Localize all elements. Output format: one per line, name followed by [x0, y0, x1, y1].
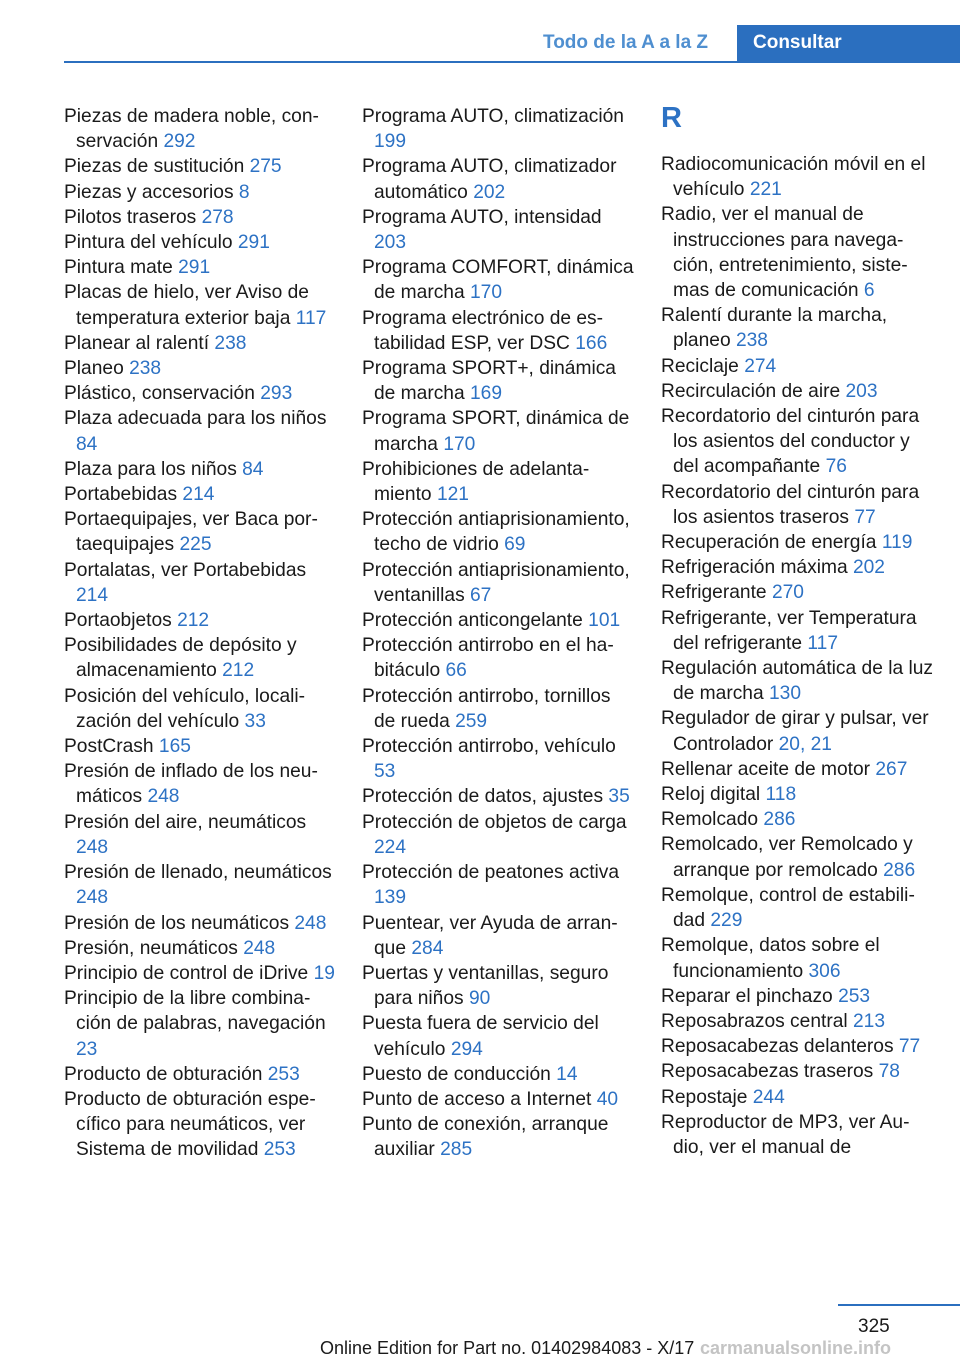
- entry-term: Pintura del vehículo: [64, 232, 233, 254]
- index-entry: [64, 205, 336, 230]
- entry-term: Placas de hielo, ver Aviso de temperatura exterior baja: [64, 282, 309, 329]
- page-link[interactable]: 270: [771, 582, 804, 604]
- index-entry: [362, 356, 634, 406]
- page-link[interactable]: 53: [374, 761, 396, 783]
- index-entry: [661, 807, 933, 832]
- entry-term: Plástico, conservación: [64, 383, 255, 405]
- entry-term: Protección antirrobo en el habitáculo: [362, 635, 614, 682]
- section-letter: R: [661, 102, 682, 134]
- index-entry: [661, 530, 933, 555]
- entry-term: Regulador de girar y pulsar, ver Controlador: [661, 708, 929, 755]
- entry-term: Reproductor de MP3, ver Audio, ver el manual de: [661, 1111, 910, 1158]
- index-entry: [362, 104, 634, 154]
- index-entry: [64, 860, 336, 910]
- page-link[interactable]: 33: [244, 710, 266, 732]
- entry-term: Portaequipajes, ver Baca portaequipajes: [64, 509, 318, 556]
- page-link[interactable]: 77: [898, 1036, 921, 1058]
- entry-term: Remolcado: [661, 809, 759, 831]
- page-link[interactable]: 66: [445, 660, 467, 682]
- index-entry: [362, 911, 634, 961]
- index-entry: [362, 255, 634, 305]
- index-entry: [362, 860, 634, 910]
- page-link[interactable]: 224: [374, 836, 407, 858]
- entry-term: Presión de los neumáticos: [64, 912, 290, 934]
- index-entry: [64, 255, 336, 280]
- index-entry: [661, 1009, 933, 1034]
- index-entry: [661, 984, 933, 1009]
- header-divider: [64, 61, 960, 63]
- page-link[interactable]: 286: [763, 809, 796, 831]
- page-link[interactable]: 225: [179, 534, 212, 556]
- page-link[interactable]: 238: [129, 358, 162, 380]
- index-entry: [64, 986, 336, 1062]
- page-link[interactable]: 248: [76, 887, 109, 909]
- entry-term: Presión, neumáticos: [64, 937, 238, 959]
- page-link[interactable]: 214: [182, 484, 215, 506]
- entry-term: Producto de obturación: [64, 1063, 263, 1085]
- entry-term: Radio, ver el manual de instrucciones para navegación, entretenimiento, sistemas de comunicación: [661, 204, 908, 302]
- index-entry: [362, 784, 634, 809]
- index-entry: [661, 1110, 933, 1160]
- page-link[interactable]: 121: [436, 484, 469, 506]
- page-link[interactable]: 84: [76, 433, 98, 455]
- entry-term: Plaza para los niños: [64, 458, 237, 480]
- index-entry: [362, 633, 634, 683]
- page-link[interactable]: 229: [710, 910, 743, 932]
- page-link[interactable]: 117: [807, 632, 838, 654]
- index-entry: [661, 202, 933, 303]
- index-entry: [64, 759, 336, 809]
- entry-term: Portaobjetos: [64, 610, 172, 632]
- page-link[interactable]: 244: [752, 1086, 785, 1108]
- page-link[interactable]: 117: [295, 307, 327, 329]
- entry-term: Plaza adecuada para los niños: [64, 408, 327, 430]
- page-link[interactable]: 248: [76, 836, 109, 858]
- entry-term: Reposacabezas traseros: [661, 1061, 874, 1083]
- index-entry: [64, 558, 336, 608]
- entry-term: Planear al ralentí: [64, 332, 210, 354]
- page-link[interactable]: 8: [238, 181, 250, 203]
- index-entry: [661, 883, 933, 933]
- page-link[interactable]: 203: [374, 232, 407, 254]
- index-entry: [64, 356, 336, 381]
- page-link[interactable]: 203: [845, 380, 878, 402]
- page-link[interactable]: 119: [881, 532, 913, 554]
- page-link[interactable]: 285: [440, 1139, 473, 1161]
- entry-term: Posibilidades de depósito y almacenamiento: [64, 635, 297, 682]
- page-link[interactable]: 170: [443, 433, 476, 455]
- index-entry: [661, 404, 933, 480]
- entry-term: Principio de control de iDrive: [64, 962, 309, 984]
- index-entry: [64, 1062, 336, 1087]
- page-link[interactable]: 238: [735, 330, 768, 352]
- index-entry: [661, 555, 933, 580]
- page-link[interactable]: 253: [838, 985, 871, 1007]
- index-entry: [64, 230, 336, 255]
- index-entry: [661, 782, 933, 807]
- entry-term: Regulación automática de la luz de marcha: [661, 658, 933, 705]
- entry-term: Punto de conexión, arranque auxiliar: [362, 1114, 609, 1161]
- index-entry: [661, 606, 933, 656]
- index-entry: [64, 961, 336, 986]
- index-entry: [64, 507, 336, 557]
- entry-term: Programa electrónico de estabilidad ESP, ver DSC: [362, 307, 604, 354]
- page-link[interactable]: 20, 21: [778, 733, 832, 755]
- watermark: carmanualsonline.info: [700, 1338, 892, 1358]
- entry-term: PostCrash: [64, 736, 154, 758]
- index-entry: [362, 961, 634, 1011]
- entry-term: Protección antiaprisionamiento, techo de vidrio: [362, 509, 630, 556]
- page-link[interactable]: 6: [863, 280, 875, 302]
- page-link[interactable]: 275: [249, 156, 282, 178]
- index-entry: [64, 381, 336, 406]
- page-link[interactable]: 118: [765, 784, 797, 806]
- entry-term: Puesta fuera de servicio del vehículo: [362, 1013, 599, 1060]
- section-tab[interactable]: Todo de la A a la Z: [543, 32, 709, 53]
- entry-term: Reparar el pinchazo: [661, 985, 833, 1007]
- entry-term: Programa SPORT+, dinámica de marcha: [362, 358, 616, 405]
- entry-term: Puertas y ventanillas, seguro para niños: [362, 962, 609, 1010]
- index-entry: [362, 1112, 634, 1162]
- page-link[interactable]: 77: [854, 506, 876, 528]
- index-entry: [362, 1011, 634, 1061]
- entry-term: Reloj digital: [661, 784, 761, 806]
- page-link[interactable]: 76: [825, 456, 847, 478]
- index-entry: [64, 633, 336, 683]
- entry-term: Programa AUTO, climatizador automático: [362, 156, 617, 203]
- entry-term: Refrigerante, ver Temperatura del refrigerante: [661, 607, 917, 654]
- index-entry: [661, 152, 933, 202]
- index-entry: [661, 480, 933, 530]
- page-link[interactable]: 23: [76, 1038, 98, 1060]
- entry-term: Recirculación de aire: [661, 380, 841, 402]
- entry-term: Refrigeración máxima: [661, 557, 848, 579]
- page-link[interactable]: 248: [243, 937, 276, 959]
- index-entry: [64, 331, 336, 356]
- entry-term: Refrigerante: [661, 582, 767, 604]
- index-entry: [661, 757, 933, 782]
- index-entry: [362, 406, 634, 456]
- index-entry: [64, 280, 336, 330]
- entry-term: Protección de peatones activa: [362, 862, 620, 884]
- page-link[interactable]: 306: [808, 960, 841, 982]
- page-link[interactable]: 291: [178, 257, 211, 279]
- entry-term: Protección anticongelante: [362, 610, 583, 632]
- index-entry: [64, 734, 336, 759]
- entry-term: Protección antirrobo, vehículo: [362, 736, 616, 758]
- index-column-3: [661, 104, 933, 1160]
- entry-term: Recordatorio del cinturón para los asientos del conductor y del acompañante: [661, 406, 920, 478]
- page-link[interactable]: 35: [608, 786, 630, 808]
- index-entry: [661, 656, 933, 706]
- index-entry: [661, 303, 933, 353]
- entry-term: Rellenar aceite de motor: [661, 758, 871, 780]
- index-entry: [362, 1062, 634, 1087]
- footer-divider: [838, 1304, 960, 1306]
- page-link[interactable]: 274: [744, 355, 777, 377]
- page-link[interactable]: 294: [450, 1038, 483, 1060]
- entry-term: Planeo: [64, 358, 124, 380]
- index-entry: [64, 104, 336, 154]
- index-entry: [661, 1034, 933, 1059]
- index-entry: [362, 306, 634, 356]
- index-column-1: [64, 104, 336, 1163]
- entry-term: Remolcado, ver Remolcado y arranque por remolcado: [661, 834, 913, 881]
- page-link[interactable]: 291: [237, 232, 270, 254]
- entry-term: Presión de inflado de los neumáticos: [64, 761, 318, 808]
- page-link[interactable]: 14: [556, 1063, 578, 1085]
- index-entry: [64, 608, 336, 633]
- index-entry: [661, 706, 933, 756]
- index-entry: [661, 580, 933, 605]
- index-entry: [661, 354, 933, 379]
- index-entry: [64, 180, 336, 205]
- index-entry: [661, 933, 933, 983]
- entry-term: Portalatas, ver Portabebidas: [64, 559, 307, 581]
- entry-term: Portabebidas: [64, 484, 178, 506]
- entry-term: Protección de datos, ajustes: [362, 786, 604, 808]
- entry-term: Radiocomunicación móvil en el vehículo: [661, 154, 926, 201]
- entry-term: Protección antirrobo, tornillos de rueda: [362, 685, 611, 732]
- page-link[interactable]: 90: [468, 988, 491, 1010]
- entry-term: Presión de llenado, neumáticos: [64, 862, 332, 884]
- active-tab[interactable]: Consultar: [737, 25, 960, 61]
- page-link[interactable]: 248: [147, 786, 180, 808]
- index-entry: [64, 482, 336, 507]
- page-link[interactable]: 221: [749, 179, 782, 201]
- page-link[interactable]: 293: [260, 383, 293, 405]
- index-entry: [362, 507, 634, 557]
- entry-term: Remolque, datos sobre el funcionamiento: [661, 935, 880, 982]
- page-header: [0, 25, 960, 61]
- page-link[interactable]: 214: [76, 584, 109, 606]
- entry-term: Programa SPORT, dinámica de marcha: [362, 408, 630, 455]
- entry-term: Presión del aire, neumáticos: [64, 811, 307, 833]
- page-link[interactable]: 213: [853, 1010, 886, 1032]
- page-link[interactable]: 170: [470, 282, 503, 304]
- page-link[interactable]: 202: [852, 557, 885, 579]
- page-link[interactable]: 202: [473, 181, 506, 203]
- entry-term: Piezas de sustitución: [64, 156, 245, 178]
- entry-term: Piezas y accesorios: [64, 181, 234, 203]
- index-entry: [362, 205, 634, 255]
- entry-term: Ralentí durante la marcha, planeo: [661, 305, 888, 352]
- entry-term: Reposabrazos central: [661, 1010, 848, 1032]
- page-link[interactable]: 69: [504, 534, 526, 556]
- index-entry: [661, 1059, 933, 1084]
- index-entry: [362, 734, 634, 784]
- index-entry: [362, 558, 634, 608]
- page-link[interactable]: 199: [374, 131, 407, 153]
- entry-term: Programa AUTO, intensidad: [362, 206, 602, 228]
- edition-footer: Online Edition for Part no. 01402984083 - X/17: [320, 1338, 695, 1358]
- page-link[interactable]: 253: [263, 1139, 296, 1161]
- index-entry: [64, 406, 336, 456]
- page-link[interactable]: 165: [158, 736, 191, 758]
- index-entry: [64, 936, 336, 961]
- page-number: 325: [858, 1316, 890, 1337]
- entry-term: Posición del vehículo, localización del vehículo: [64, 685, 306, 732]
- page-link[interactable]: 238: [214, 332, 247, 354]
- page-link[interactable]: 40: [596, 1088, 619, 1110]
- entry-term: Recuperación de energía: [661, 532, 877, 554]
- entry-term: Reciclaje: [661, 355, 739, 377]
- page-link[interactable]: 248: [294, 912, 327, 934]
- entry-term: Remolque, control de estabilidad: [661, 884, 915, 932]
- entry-term: Reposacabezas delanteros: [661, 1036, 894, 1058]
- entry-term: Pintura mate: [64, 257, 173, 279]
- page-link[interactable]: 292: [163, 131, 196, 153]
- index-entry: [661, 379, 933, 404]
- index-entry: [362, 608, 634, 633]
- index-entry: [362, 154, 634, 204]
- index-entry: [362, 1087, 634, 1112]
- entry-term: Protección antiaprisionamiento, ventanillas: [362, 559, 630, 606]
- index-entry: [661, 1085, 933, 1110]
- index-entry: [64, 911, 336, 936]
- entry-term: Protección de objetos de carga: [362, 811, 627, 833]
- index-entry: [362, 457, 634, 507]
- entry-term: Puesto de conducción: [362, 1063, 551, 1085]
- index-entry: [661, 832, 933, 882]
- index-column-2: [362, 104, 634, 1163]
- index-entry: [64, 457, 336, 482]
- entry-term: Recordatorio del cinturón para los asientos traseros: [661, 481, 920, 528]
- index-entry: [362, 810, 634, 860]
- entry-term: Prohibiciones de adelantamiento: [362, 458, 590, 506]
- page-link[interactable]: 139: [374, 887, 407, 909]
- index-entry: [64, 154, 336, 179]
- index-entry: [64, 684, 336, 734]
- page-link[interactable]: 78: [878, 1061, 900, 1083]
- page-link[interactable]: 67: [470, 584, 492, 606]
- entry-term: Producto de obturación específico para neumáticos, ver Sistema de movilidad: [64, 1088, 316, 1161]
- entry-term: Puentear, ver Ayuda de arranque: [362, 912, 618, 959]
- page-link[interactable]: 286: [883, 859, 916, 881]
- page-link[interactable]: 212: [177, 610, 210, 632]
- entry-term: Pilotos traseros: [64, 206, 197, 228]
- page-link[interactable]: 284: [411, 937, 444, 959]
- page-link[interactable]: 212: [222, 660, 255, 682]
- page-link[interactable]: 259: [455, 710, 488, 732]
- page-link[interactable]: 267: [875, 758, 908, 780]
- index-entry: [362, 684, 634, 734]
- page-link[interactable]: 253: [267, 1063, 300, 1085]
- page-link[interactable]: 130: [769, 683, 802, 705]
- index-entry: [64, 1087, 336, 1163]
- entry-term: Piezas de madera noble, conservación: [64, 106, 319, 153]
- page-link[interactable]: 278: [201, 206, 234, 228]
- entry-term: Programa COMFORT, dinámica de marcha: [362, 257, 634, 304]
- page-link[interactable]: 169: [470, 383, 503, 405]
- index-entry: [64, 810, 336, 860]
- page-link[interactable]: 166: [575, 332, 608, 354]
- page-link[interactable]: 101: [588, 610, 621, 632]
- entry-term: Repostaje: [661, 1086, 748, 1108]
- page-link[interactable]: 84: [242, 458, 264, 480]
- entry-term: Principio de la libre combinación de palabras, navegación: [64, 988, 326, 1035]
- entry-term: Punto de acceso a Internet: [362, 1088, 592, 1110]
- page-link[interactable]: 19: [313, 962, 335, 984]
- entry-term: Programa AUTO, climatización: [362, 106, 624, 127]
